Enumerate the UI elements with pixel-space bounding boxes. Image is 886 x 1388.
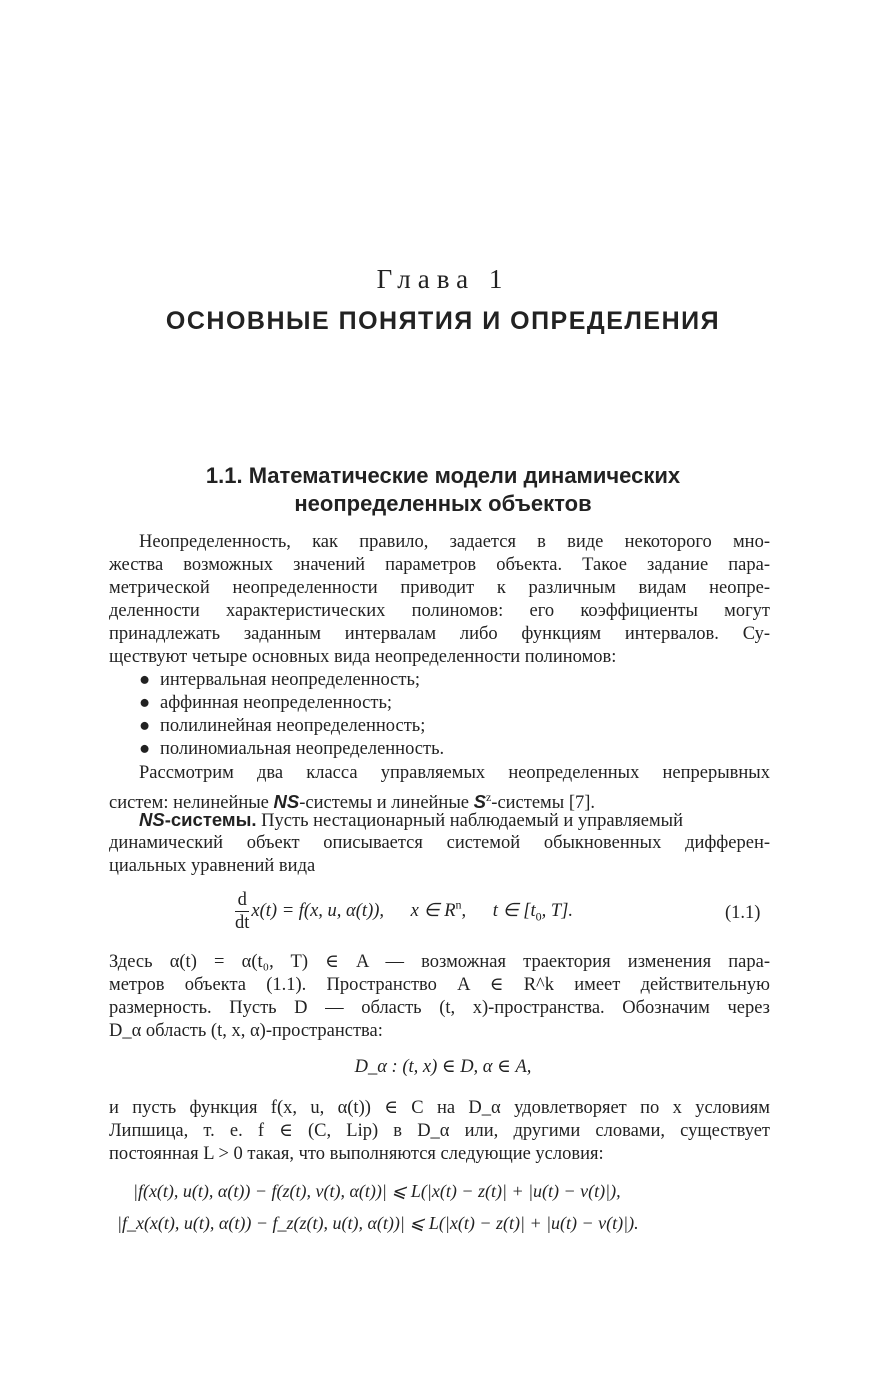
lipschitz-condition-1: |f(x(t), u(t), α(t)) − f(z(t), v(t), α(t))| ⩽ L(|x(t) − z(t)| + |u(t) − v(t)|),	[133, 1181, 621, 1201]
para3-line1: NS-системы. Пусть нестационарный наблюдаемый и управляемый	[139, 809, 684, 831]
para1-line: принадлежать заданным интервалам либо функциям интервалов. Су-	[109, 624, 770, 644]
para4-line: метров объекта (1.1). Пространство A ∈ R^k имеет действительную	[109, 975, 770, 995]
para5-line: постоянная L > 0 такая, что выполняются следующие условия:	[109, 1144, 604, 1164]
bullet-icon: ●	[139, 693, 151, 713]
para1-line: ществуют четыре основных вида неопределенности полиномов:	[109, 647, 617, 667]
para4-line: размерность. Пусть D — область (t, x)-пространства. Обозначим через	[109, 998, 770, 1018]
para4-line: D_α область (t, x, α)-пространства:	[109, 1021, 383, 1041]
para3-line2: динамический объект описывается системой обыкновенных дифферен-	[109, 833, 770, 853]
para5-line: Липшица, т. е. f ∈ (C, Lip) в D_α или, другими словами, существует	[109, 1121, 770, 1141]
lipschitz-condition-2: |f_x(x(t), u(t), α(t)) − f_z(z(t), u(t), α(t))| ⩽ L(|x(t) − z(t)| + |u(t) − v(t)|).	[117, 1213, 639, 1233]
chapter-label: Глава 1	[376, 264, 510, 294]
bullet-icon: ●	[139, 716, 151, 736]
para1-line: метрической неопределенности приводит к различным видам неопре-	[109, 578, 770, 598]
bullet-icon: ●	[139, 739, 151, 759]
chapter-title: ОСНОВНЫЕ ПОНЯТИЯ И ОПРЕДЕЛЕНИЯ	[165, 307, 721, 335]
equation-number: (1.1)	[725, 903, 761, 923]
para1-line: Неопределенность, как правило, задается в виде некоторого мно-	[139, 532, 770, 552]
section-title-line2: неопределенных объектов	[294, 491, 592, 516]
list-item: ● полилинейная неопределенность;	[139, 716, 426, 736]
para4-line: Здесь α(t) = α(t₀, T) ∈ A — возможная траектория изменения пара-	[109, 952, 770, 972]
para2-line1: Рассмотрим два класса управляемых неопределенных непрерывных	[139, 763, 770, 783]
bullet-icon: ●	[139, 670, 151, 690]
para1-line: деленности характеристических полиномов: его коэффициенты могут	[109, 601, 770, 621]
list-item: ● полиномиальная неопределенность.	[139, 739, 445, 759]
para3-line3: циальных уравнений вида	[109, 856, 316, 876]
para2-line2: систем: нелинейные NS-системы и линейные $S^z$-системы [7].	[109, 790, 596, 814]
section-title-line1: 1.1. Математические модели динамических	[205, 463, 681, 488]
section-title	[0, 462, 886, 518]
list-item: ● интервальная неопределенность;	[139, 670, 421, 690]
list-item: ● аффинная неопределенность;	[139, 693, 393, 713]
para1-line: жества возможных значений параметров объекта. Такое задание пара-	[109, 555, 770, 575]
para5-line: и пусть функция f(x, u, α(t)) ∈ C на D_α удовлетворяет по x условиям	[109, 1098, 770, 1118]
equation-1-1: $\frac{d}{dt}$ x(t) = f(x, u, α(t)), x ∈ $R^n$, t ∈ [$t_0$, T].	[235, 890, 574, 933]
domain-equation: D_α : (t, x) ∈ D, α ∈ A,	[354, 1057, 532, 1077]
derivative-fraction: $\frac{d}{dt}$	[235, 890, 250, 933]
